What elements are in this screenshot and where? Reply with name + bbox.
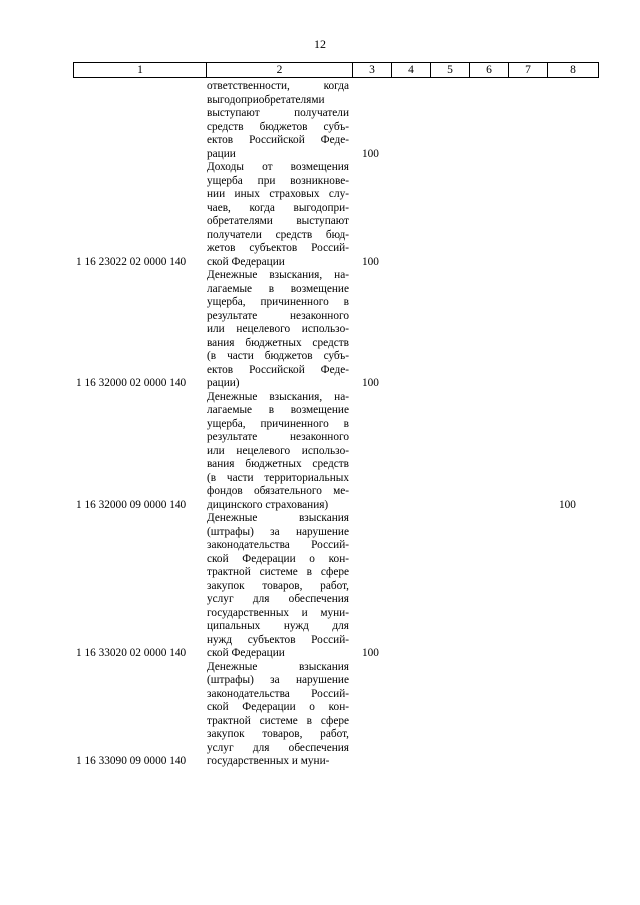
description-line: законодательства Россий- bbox=[207, 539, 349, 551]
table-row bbox=[0, 269, 640, 391]
column-header-row bbox=[74, 63, 599, 78]
description-line: рации) bbox=[207, 377, 240, 389]
description-line: ской Федерации о кон- bbox=[207, 552, 349, 565]
description-line: ущерба при возникнове- bbox=[207, 174, 349, 187]
table-row bbox=[0, 80, 640, 161]
description-line: услуг для обеспечения bbox=[207, 741, 349, 754]
description-line: (в части территориальных bbox=[207, 471, 349, 484]
column-header-5: 5 bbox=[431, 63, 470, 78]
description-line: услуг для обеспечения bbox=[207, 593, 349, 605]
table-row bbox=[0, 391, 640, 513]
description-line: ской Федерации bbox=[207, 255, 285, 268]
row-value: 100 bbox=[362, 255, 379, 268]
description-line: средств бюджетов субъ- bbox=[207, 120, 349, 133]
description-line: государственных и муни- bbox=[207, 755, 330, 767]
column-header-3: 3 bbox=[353, 63, 392, 78]
description-line: или нецелевого использо- bbox=[207, 323, 349, 335]
description-line: ской Федерации о кон- bbox=[207, 701, 349, 713]
description-line: трактной системе в сфере bbox=[207, 566, 349, 578]
description-line: (в части бюджетов субъ- bbox=[207, 350, 349, 362]
description-line: результате незаконного bbox=[207, 309, 349, 322]
description-line: закупок товаров, работ, bbox=[207, 728, 349, 740]
description-line: трактной системе в сфере bbox=[207, 714, 349, 727]
row-value: 100 bbox=[362, 647, 379, 659]
row-code: 1 16 23022 02 0000 140 bbox=[76, 255, 187, 268]
description-line: ципальных нужд для bbox=[207, 620, 349, 632]
description-line: лагаемые в возмещение bbox=[207, 404, 349, 416]
description-line: Денежные взыскания bbox=[207, 660, 349, 673]
description-line: обретателями выступают bbox=[207, 215, 349, 227]
row-value: 100 bbox=[559, 498, 576, 511]
description-line: дицинского страхования) bbox=[207, 498, 329, 511]
column-header-7: 7 bbox=[509, 63, 548, 78]
column-header-1: 1 bbox=[74, 63, 207, 78]
description-line: результате незаконного bbox=[207, 431, 349, 443]
row-value: 100 bbox=[362, 147, 379, 160]
row-code: 1 16 32000 09 0000 140 bbox=[76, 498, 187, 511]
description-line: жетов субъектов Россий- bbox=[207, 242, 349, 254]
page-number: 12 bbox=[314, 37, 326, 51]
description-line: ектов Российской Феде- bbox=[207, 134, 349, 146]
description-line: ответственности, когда bbox=[207, 80, 349, 92]
row-description bbox=[207, 80, 349, 161]
description-line: ектов Российской Феде- bbox=[207, 363, 349, 376]
description-line: нужд субъектов Россий- bbox=[207, 633, 349, 646]
description-line: лагаемые в возмещение bbox=[207, 282, 349, 295]
description-line: фондов обязательного ме- bbox=[207, 485, 349, 497]
table-body bbox=[0, 80, 640, 769]
description-line: ской Федерации bbox=[207, 647, 285, 659]
description-line: выгодоприобретателями bbox=[207, 93, 325, 106]
description-line: ущерба, причиненного в bbox=[207, 296, 349, 308]
description-line: вания бюджетных средств bbox=[207, 336, 349, 349]
description-line: вания бюджетных средств bbox=[207, 458, 349, 470]
row-description bbox=[207, 512, 349, 661]
description-line: Денежные взыскания bbox=[207, 512, 349, 524]
row-description bbox=[207, 161, 349, 269]
column-header-6: 6 bbox=[470, 63, 509, 78]
description-line: или нецелевого использо- bbox=[207, 444, 349, 457]
description-line: выступают получатели bbox=[207, 107, 349, 119]
description-line: ущерба, причиненного в bbox=[207, 417, 349, 430]
description-line: Денежные взыскания, на- bbox=[207, 269, 349, 281]
row-description bbox=[207, 269, 349, 391]
description-line: (штрафы) за нарушение bbox=[207, 525, 349, 538]
row-code: 1 16 32000 02 0000 140 bbox=[76, 377, 187, 389]
row-description bbox=[207, 391, 349, 513]
table-row bbox=[0, 512, 640, 661]
description-line: государственных и муни- bbox=[207, 606, 349, 619]
row-description bbox=[207, 661, 349, 769]
description-line: получатели средств бюд- bbox=[207, 228, 349, 241]
description-line: законодательства Россий- bbox=[207, 687, 349, 700]
description-line: чаев, когда выгодопри- bbox=[207, 201, 349, 214]
table-row bbox=[0, 161, 640, 269]
table-row bbox=[0, 661, 640, 769]
column-header-2: 2 bbox=[207, 63, 353, 78]
column-header-4: 4 bbox=[392, 63, 431, 78]
row-value: 100 bbox=[362, 377, 379, 389]
row-code: 1 16 33020 02 0000 140 bbox=[76, 647, 187, 659]
column-header-table bbox=[73, 62, 599, 78]
description-line: закупок товаров, работ, bbox=[207, 579, 349, 592]
description-line: Доходы от возмещения bbox=[207, 161, 349, 173]
description-line: Денежные взыскания, на- bbox=[207, 390, 349, 403]
description-line: (штрафы) за нарушение bbox=[207, 674, 349, 686]
row-code: 1 16 33090 09 0000 140 bbox=[76, 755, 187, 767]
column-header-8: 8 bbox=[548, 63, 599, 78]
description-line: нии иных страховых слу- bbox=[207, 188, 349, 200]
description-line: рации bbox=[207, 147, 236, 160]
